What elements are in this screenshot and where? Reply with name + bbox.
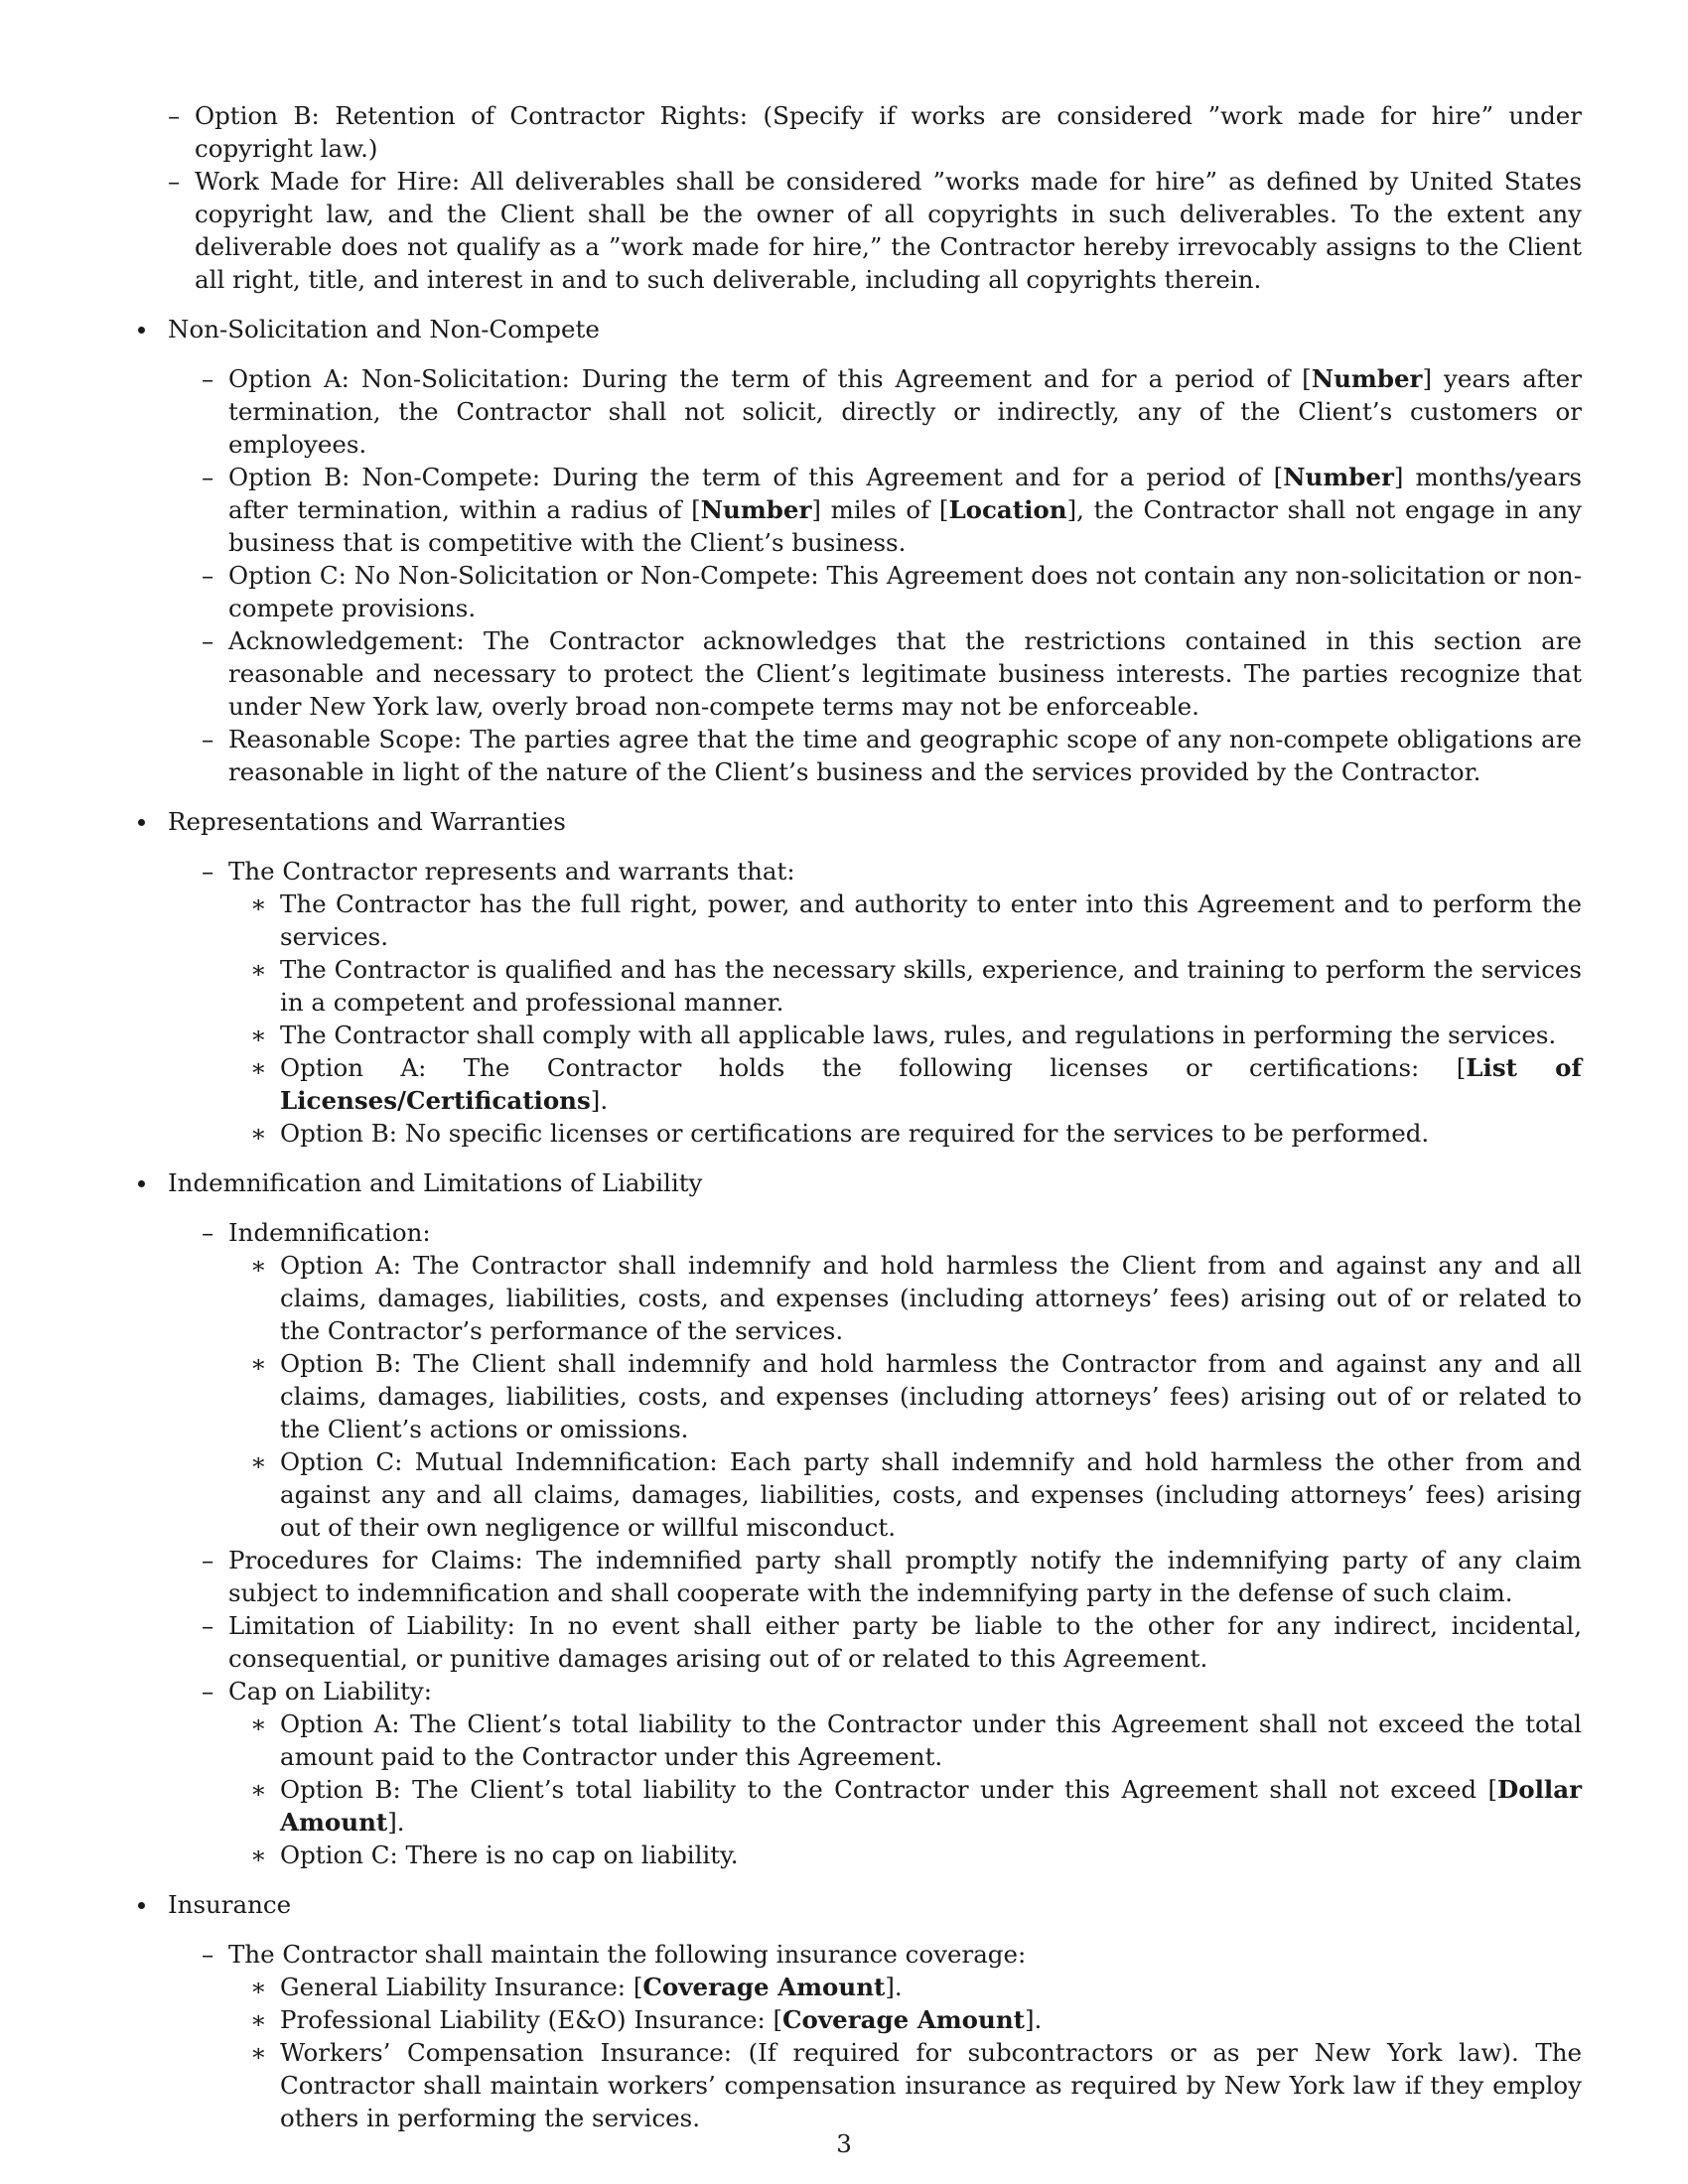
representations-intro: The Contractor represents and warrants that: [228,857,795,886]
acknowledgement-text: Acknowledgement: The Contractor acknowledges that the restrictions contained in this section are reasonable and necessary to protect the Client’s legitimate business interests. The parties recognize that under New York law, overly broad non-compete terms may not be enforceable. [228,626,1582,721]
dash-marker [202,624,228,657]
list-item [168,1609,1582,1675]
warranty-no-licenses: Option B: No specific licenses or certifications are required for the services to be performed. [280,1119,1430,1148]
section-heading: Insurance [168,1890,292,1919]
warranty-authority: The Contractor has the full right, power, and authority to enter into this Agreement and to perform the services. [280,889,1582,951]
list-item [168,1938,1582,2134]
asterisk-marker [250,2036,280,2069]
procedures-text: Procedures for Claims: The indemnified party shall promptly notify the indemnifying party of any claim subject to indemnification and shall cooperate with the indemnifying party in the defense of such claim. [228,1546,1582,1607]
list-item [228,1971,1582,2003]
dash-marker [202,855,228,887]
sub-list [168,1938,1582,2134]
section-heading: Indemnification and Limitations of Liability [168,1168,703,1197]
list-item [168,855,1582,1150]
list-item [168,362,1582,461]
list-item [228,1249,1582,1347]
list-item [168,1216,1582,1544]
list-item [228,1117,1582,1150]
list-item [168,1544,1582,1609]
professional-liability: Professional Liability (E&O) Insurance: [Coverage Amount]. [280,2005,1043,2034]
cap-option-a: Option A: The Client’s total liability to the Contractor under this Agreement shall not exceed the total amount paid to the Contractor under this Agreement. [280,1709,1582,1771]
limitation-text: Limitation of Liability: In no event shall either party be liable to the other for any indirect, incidental, consequential, or punitive damages arising out of or related to this Agreement. [228,1611,1582,1673]
ip-option-b-text: Option B: Retention of Contractor Rights: (Specify if works are considered ”work made for hire” under copyright law.) [195,101,1582,163]
section-insurance [134,1888,1582,2134]
dash-marker [168,99,195,132]
list-item [228,887,1582,953]
dash-marker [202,1938,228,1971]
sub-list [168,855,1582,1150]
asterisk-marker [250,953,280,986]
asterisk-marker [250,1773,280,1806]
list-item [228,1347,1582,1445]
sub-list [168,1216,1582,1871]
list-item [134,165,1582,296]
option-b-text: Option B: Non-Compete: During the term of this Agreement and for a period of [Number] months/years after termination, within a radius of [Number] miles of [Location], the Contractor shall not engage in any business that is competitive with the Client’s business. [228,463,1582,557]
list-item [168,461,1582,559]
asterisk-marker [250,2003,280,2036]
workers-compensation: Workers’ Compensation Insurance: (If required for subcontractors or as per New York law). The Contractor shall maintain workers’ compensation insurance as required by New York law if they employ others in performing the services. [280,2038,1582,2132]
dash-marker [202,559,228,592]
list-item [228,1707,1582,1773]
page-number: 3 [836,2129,852,2158]
asterisk-marker [250,1839,280,1871]
sub-list [168,362,1582,788]
ip-continued-list [134,99,1582,296]
list-item [168,1675,1582,1871]
indemnification-label: Indemnification: [228,1218,431,1247]
section-indemnification [134,1166,1582,1871]
dash-marker [202,1609,228,1642]
dash-marker [168,165,195,198]
list-item [228,2003,1582,2036]
dash-marker [202,362,228,395]
indemnification-option-a: Option A: The Contractor shall indemnify and hold harmless the Client from and against any and all claims, damages, liabilities, costs, and expenses (including attorneys’ fees) arising out of or related to the Contractor’s performance of the services. [280,1251,1582,1345]
warranty-licenses: Option A: The Contractor holds the following licenses or certifications: [List of Licenses/Certifications]. [280,1053,1582,1115]
work-made-for-hire-text: Work Made for Hire: All deliverables shall be considered ”works made for hire” as defined by United States copyright law, and the Client shall be the owner of all copyrights in such deliverables. To the extent any deliverable does not qualify as a ”work made for hire,” the Contractor hereby irrevocably assigns to the Client all right, title, and interest in and to such deliverable, including all copyrights therein. [195,167,1582,294]
section-non-solicitation [134,313,1582,788]
asterisk-marker [250,1051,280,1084]
dash-marker [202,1675,228,1707]
dash-marker [202,723,228,755]
section-representations [134,805,1582,1150]
warranty-qualified: The Contractor is qualified and has the necessary skills, experience, and training to perform the services in a competent and professional manner. [280,955,1582,1017]
list-item [228,2036,1582,2134]
section-heading: Non-Solicitation and Non-Compete [168,315,600,343]
insurance-intro: The Contractor shall maintain the following insurance coverage: [228,1940,1027,1969]
list-item [168,624,1582,723]
asterisk-marker [250,1117,280,1150]
indemnification-option-b: Option B: The Client shall indemnify and hold harmless the Contractor from and against any and all claims, damages, liabilities, costs, and expenses (including attorneys’ fees) arising out of or related to the Client’s actions or omissions. [280,1349,1582,1443]
dash-marker [202,461,228,493]
asterisk-marker [250,1347,280,1380]
warranty-compliance: The Contractor shall comply with all applicable laws, rules, and regulations in performing the services. [280,1021,1557,1049]
list-item [228,1839,1582,1871]
list-item [228,1445,1582,1544]
document-body [134,99,1582,2134]
general-liability: General Liability Insurance: [Coverage Amount]. [280,1973,903,2001]
asterisk-marker [250,1707,280,1740]
cap-label: Cap on Liability: [228,1677,432,1706]
cap-option-c: Option C: There is no cap on liability. [280,1841,739,1869]
asterisk-marker [250,1971,280,2003]
asterisk-marker [250,1249,280,1282]
list-item [228,1019,1582,1051]
list-item [228,953,1582,1019]
cap-option-b: Option B: The Client’s total liability to the Contractor under this Agreement shall not exceed [Dollar Amount]. [280,1775,1582,1837]
asterisk-marker [250,887,280,920]
option-c-text: Option C: No Non-Solicitation or Non-Compete: This Agreement does not contain any non-solicitation or non-compete provisions. [228,561,1582,622]
indemnification-option-c: Option C: Mutual Indemnification: Each party shall indemnify and hold harmless the other from and against any and all claims, damages, liabilities, costs, and expenses (including attorneys’ fees) arising out of their own negligence or willful misconduct. [280,1447,1582,1542]
list-item [228,1051,1582,1117]
reasonable-scope-text: Reasonable Scope: The parties agree that the time and geographic scope of any non-compete obligations are reasonable in light of the nature of the Client’s business and the services provided by the Contractor. [228,725,1582,786]
dash-marker [202,1544,228,1576]
dash-marker [202,1216,228,1249]
list-item [134,99,1582,165]
list-item [228,1773,1582,1839]
list-item [168,559,1582,624]
asterisk-marker [250,1445,280,1478]
option-a-text: Option A: Non-Solicitation: During the term of this Agreement and for a period of [Number] years after termination, the Contractor shall not solicit, directly or indirectly, any of the Client’s customers or employees. [228,364,1582,459]
list-item [168,723,1582,788]
asterisk-marker [250,1019,280,1051]
section-heading: Representations and Warranties [168,807,566,836]
